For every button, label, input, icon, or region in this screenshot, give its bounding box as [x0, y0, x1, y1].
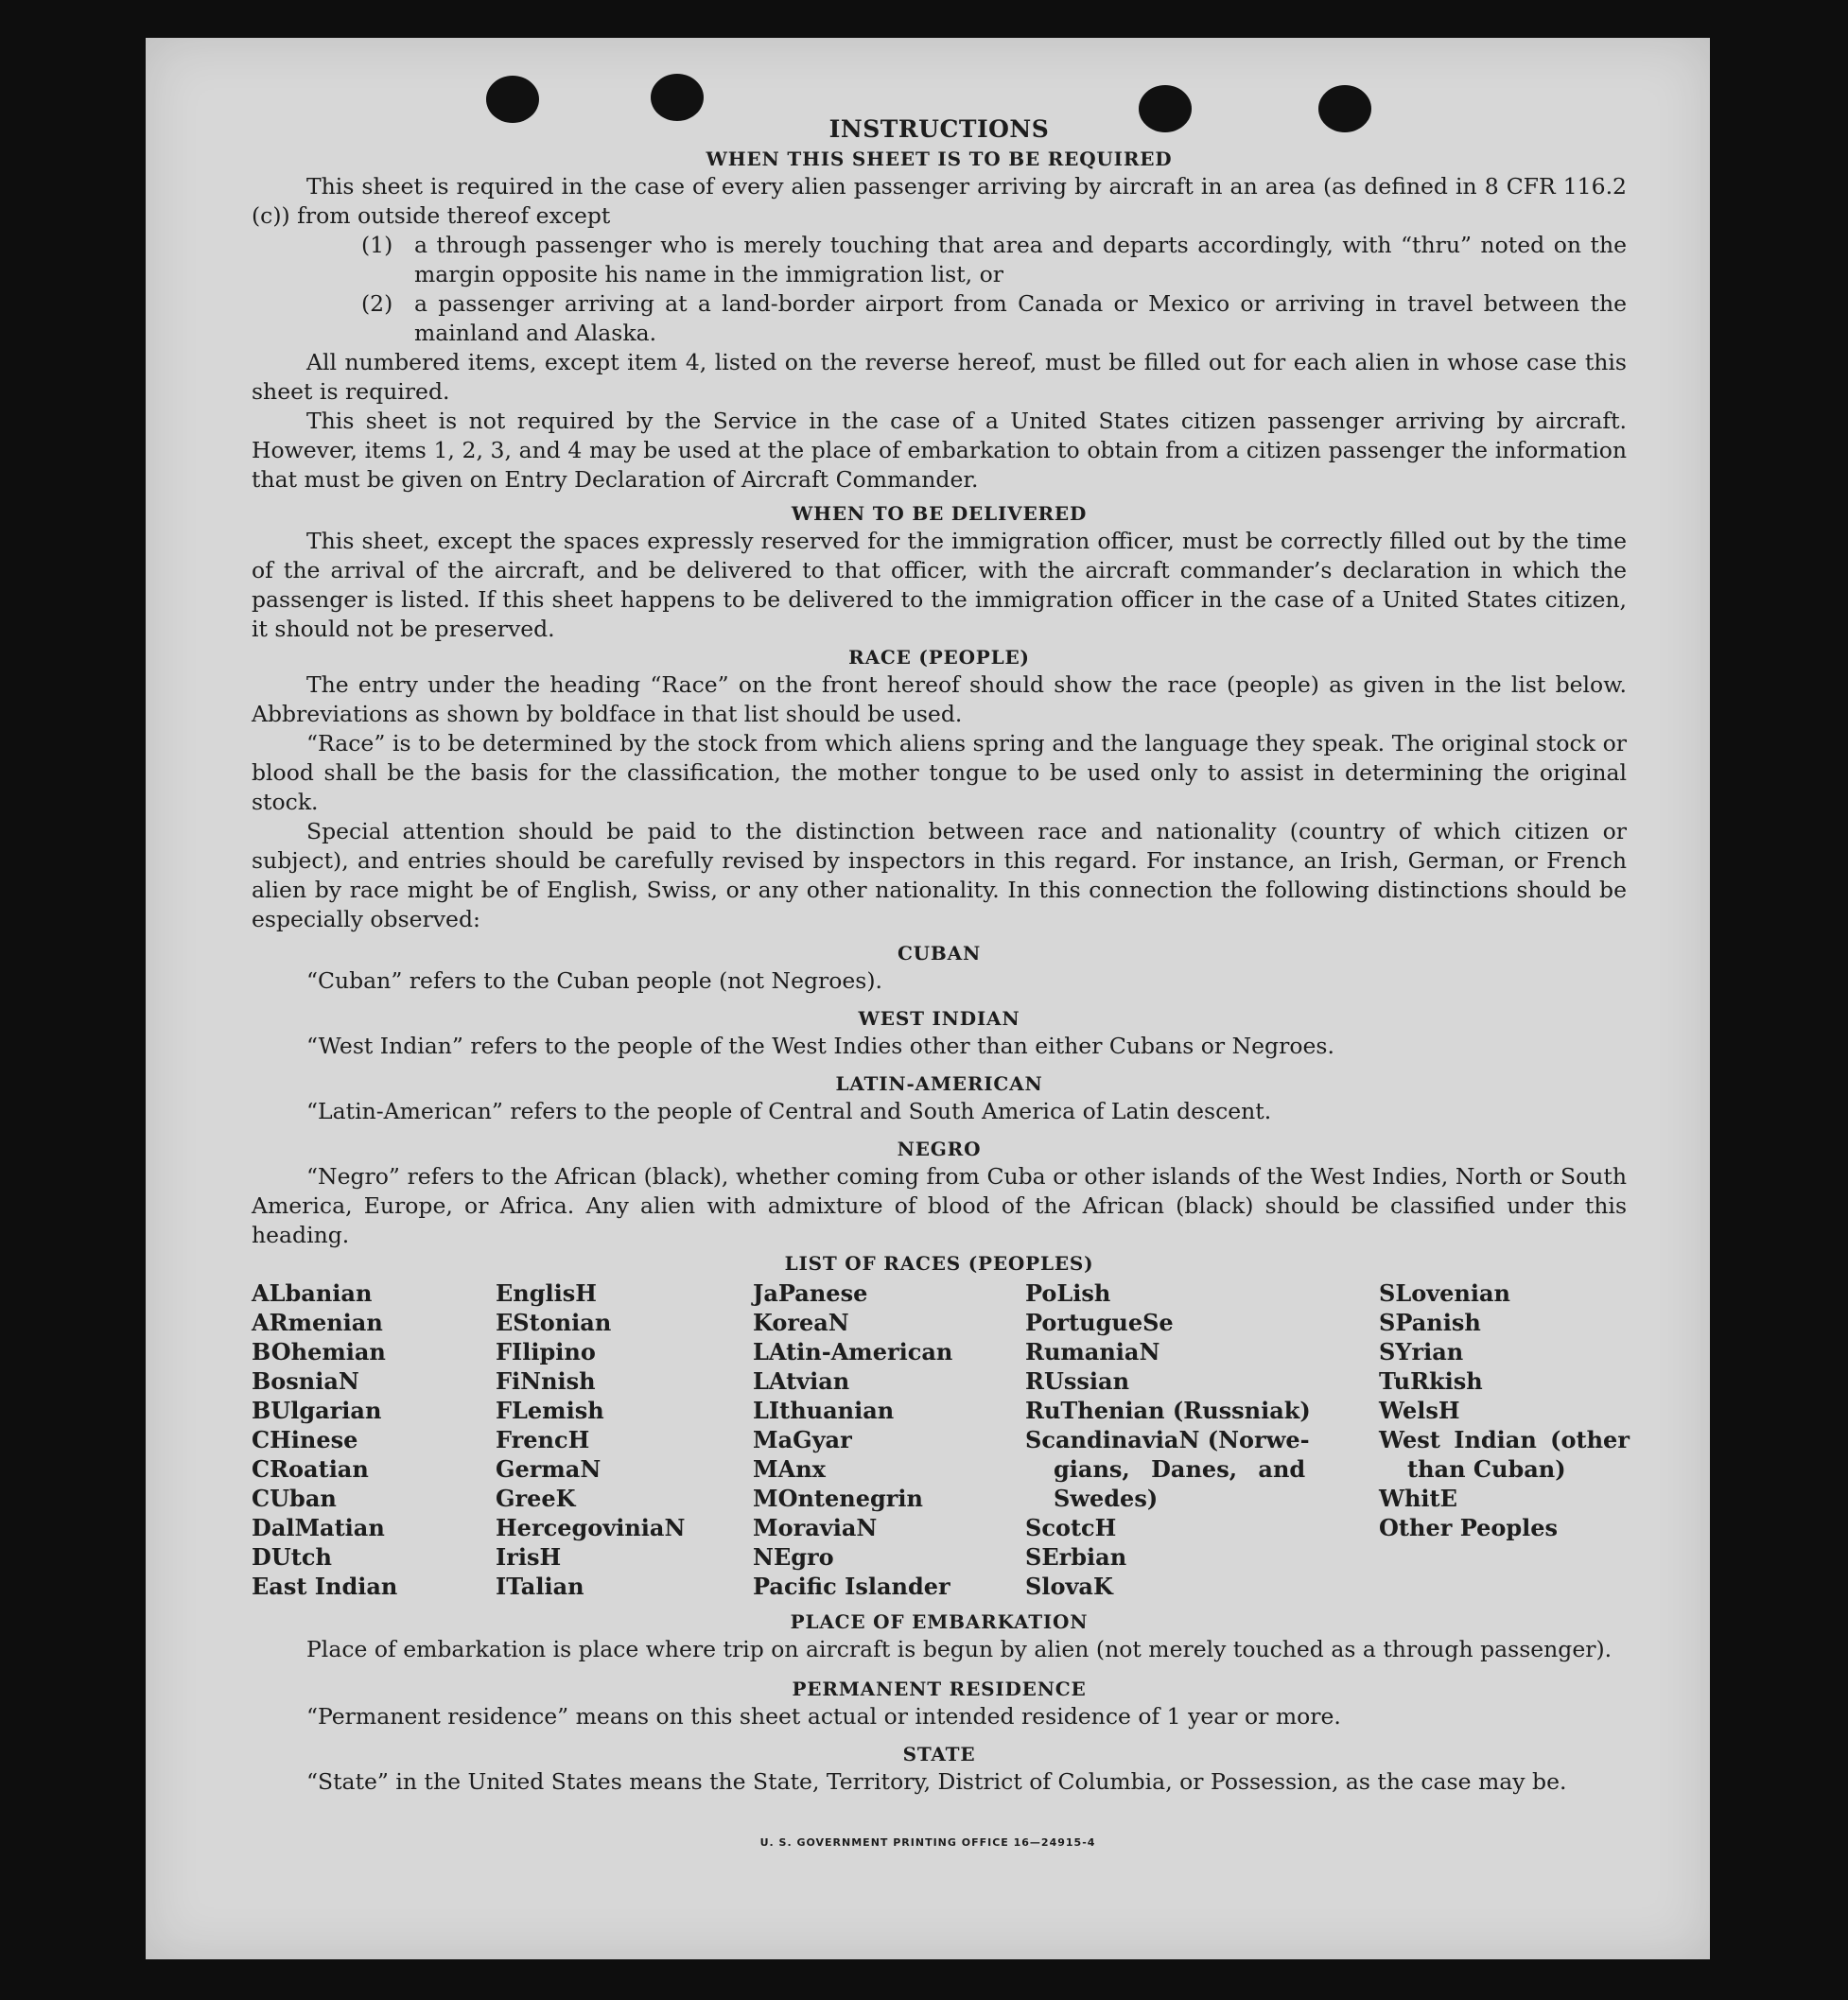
race-entry: ScandinaviaN (Norwe- — [1025, 1426, 1310, 1453]
race-entry: DalMatian — [252, 1514, 385, 1541]
item-number: (2) — [361, 290, 393, 317]
race-entry: HercegoviniaN — [496, 1514, 686, 1541]
race-entry: ScotcH — [1025, 1514, 1117, 1541]
races-column-4 — [1025, 1278, 1379, 1601]
document-sheet — [146, 38, 1710, 1959]
race-entry: SYrian — [1379, 1338, 1464, 1365]
race-entry: LIthuanian — [753, 1397, 895, 1424]
race-paragraph-2: “Race” is to be determined by the stock from which aliens spring and the language they speak. The original stock or blood shall be the basis for the classification, the mother tongue to be used only to assist in determining the original stock. — [252, 730, 1627, 815]
race-entry: CRoatian — [252, 1455, 369, 1483]
race-entry: CUban — [252, 1485, 337, 1512]
item-number: (1) — [361, 232, 393, 258]
race-paragraph-1: The entry under the heading “Race” on the front hereof should show the race (people) as given in the list below. Abbreviations as shown by boldface in that list should be used. — [252, 671, 1627, 727]
race-entry: RuThenian (Russniak) — [1025, 1397, 1311, 1424]
race-entry: East Indian — [252, 1573, 398, 1600]
printing-office-imprint: U. S. GOVERNMENT PRINTING OFFICE 16—24915-4 — [759, 1836, 1096, 1849]
race-paragraph-3: Special attention should be paid to the distinction between race and nationality (country of which citizen or subject), and entries should be carefully revised by inspectors in this regard. For instance, an Irish, German, or French alien by race might be of English, Swiss, or any other nationality. In this connection the following distinctions should be especially observed: — [252, 818, 1627, 932]
race-entry: RumaniaN — [1025, 1338, 1160, 1365]
race-entry: WhitE — [1379, 1485, 1457, 1512]
section-heading-latin-american: LATIN-AMERICAN — [835, 1072, 1043, 1095]
races-column-2 — [496, 1278, 753, 1601]
race-entry: FrencH — [496, 1426, 590, 1453]
exception-item-2 — [361, 289, 1627, 348]
race-entry: SLovenian — [1379, 1279, 1510, 1307]
section-heading-delivered: WHEN TO BE DELIVERED — [791, 502, 1088, 525]
race-entry: RUssian — [1025, 1367, 1130, 1395]
section-heading-embarkation: PLACE OF EMBARKATION — [790, 1610, 1089, 1633]
race-entry: MAnx — [753, 1455, 826, 1483]
section-heading-list-of-races: LIST OF RACES (PEOPLES) — [784, 1252, 1094, 1275]
race-entry: SErbian — [1025, 1543, 1127, 1571]
race-entry: ITalian — [496, 1573, 584, 1600]
latin-american-paragraph: “Latin-American” refers to the people of Central and South America of Latin descent. — [306, 1098, 1272, 1124]
race-entry: gians, Danes, and — [1054, 1455, 1306, 1483]
section-heading-west-indian: WEST INDIAN — [858, 1007, 1020, 1030]
section-heading-race: RACE (PEOPLE) — [848, 646, 1030, 669]
page-title: INSTRUCTIONS — [828, 115, 1050, 143]
embarkation-paragraph: Place of embarkation is place where trip on aircraft is begun by alien (not merely touched as a through passenger). — [306, 1636, 1613, 1662]
race-entry: than Cuban) — [1407, 1455, 1566, 1483]
race-entry: BUlgarian — [252, 1397, 382, 1424]
race-entry: BosniaN — [252, 1367, 359, 1395]
state-paragraph: “State” in the United States means the State, Territory, District of Columbia, or Possession, as the case may be. — [306, 1768, 1567, 1795]
race-entry: MoraviaN — [753, 1514, 878, 1541]
negro-paragraph: “Negro” refers to the African (black), whether coming from Cuba or other islands of the West Indies, North or South America, Europe, or Africa. Any alien with admixture of blood of the African (black) should be classified under this heading. — [252, 1163, 1627, 1248]
required-paragraph-2: All numbered items, except item 4, listed on the reverse hereof, must be filled out for each alien in whose case this sheet is required. — [252, 349, 1627, 405]
race-entry: DUtch — [252, 1543, 332, 1571]
required-paragraph-3: This sheet is not required by the Service in the case of a United States citizen passenger arriving by aircraft. However, items 1, 2, 3, and 4 may be used at the place of embarkation to obtain from a citizen passenger the information that must be given on Entry Declaration of Aircraft Commander. — [252, 408, 1627, 493]
document-body — [252, 113, 1630, 1797]
race-entry: MOntenegrin — [753, 1485, 923, 1512]
west-indian-paragraph: “West Indian” refers to the people of the West Indies other than either Cubans or Negroes. — [306, 1033, 1334, 1059]
item-text: a passenger arriving at a land-border airport from Canada or Mexico or arriving in travel between the mainland and Alaska. — [414, 290, 1627, 346]
race-entry: ARmenian — [252, 1309, 383, 1336]
race-entry: Swedes) — [1054, 1485, 1159, 1512]
race-entry: West Indian (other — [1379, 1426, 1630, 1453]
race-entry: LAtvian — [753, 1367, 850, 1395]
race-entry: TuRkish — [1379, 1367, 1483, 1395]
race-entry: ALbanian — [252, 1279, 373, 1307]
race-entry: WelsH — [1379, 1397, 1460, 1424]
section-heading-state: STATE — [902, 1743, 976, 1765]
race-entry: FIlipino — [496, 1338, 596, 1365]
race-entry: PoLish — [1025, 1279, 1111, 1307]
race-entry: SPanish — [1379, 1309, 1481, 1336]
exception-item-1 — [361, 231, 1627, 289]
race-entry: SlovaK — [1025, 1573, 1113, 1600]
race-entry: PortugueSe — [1025, 1309, 1174, 1336]
race-entry: NEgro — [753, 1543, 834, 1571]
race-entry: FLemish — [496, 1397, 604, 1424]
races-list — [252, 1278, 1630, 1601]
residence-paragraph: “Permanent residence” means on this sheet actual or intended residence of 1 year or more. — [306, 1703, 1341, 1730]
race-entry: FiNnish — [496, 1367, 596, 1395]
race-entry: GermaN — [496, 1455, 601, 1483]
races-column-3 — [753, 1278, 1025, 1601]
section-heading-required: WHEN THIS SHEET IS TO BE REQUIRED — [706, 148, 1173, 170]
race-entry: CHinese — [252, 1426, 358, 1453]
cuban-paragraph: “Cuban” refers to the Cuban people (not Negroes). — [306, 967, 883, 994]
item-text: a through passenger who is merely touching that area and departs accordingly, with “thru” noted on the margin opposite his name in the immigration list, or — [414, 232, 1627, 287]
races-column-5 — [1379, 1278, 1630, 1601]
race-entry: EStonian — [496, 1309, 612, 1336]
race-entry: Other Peoples — [1379, 1514, 1559, 1541]
races-column-1 — [252, 1278, 496, 1601]
section-heading-cuban: CUBAN — [897, 942, 982, 965]
race-entry: EnglisH — [496, 1279, 597, 1307]
delivered-paragraph: This sheet, except the spaces expressly reserved for the immigration officer, must be correctly filled out by the time of the arrival of the aircraft, and be delivered to that officer, with the aircraft commander’s declaration in which the passenger is listed. If this sheet happens to be delivered to the immigration officer in the case of a United States citizen, it should not be preserved. — [252, 528, 1627, 642]
race-entry: BOhemian — [252, 1338, 386, 1365]
race-entry: MaGyar — [753, 1426, 852, 1453]
race-entry: GreeK — [496, 1485, 576, 1512]
required-intro: This sheet is required in the case of every alien passenger arriving by aircraft in an area (as defined in 8 CFR 116.2 (c)) from outside thereof except — [252, 173, 1627, 229]
race-entry: JaPanese — [753, 1279, 868, 1307]
race-entry: Pacific Islander — [753, 1573, 950, 1600]
race-entry: KoreaN — [753, 1309, 849, 1336]
race-entry: IrisH — [496, 1543, 562, 1571]
section-heading-negro: NEGRO — [897, 1138, 982, 1160]
section-heading-residence: PERMANENT RESIDENCE — [792, 1678, 1087, 1700]
race-entry: LAtin-American — [753, 1338, 953, 1365]
